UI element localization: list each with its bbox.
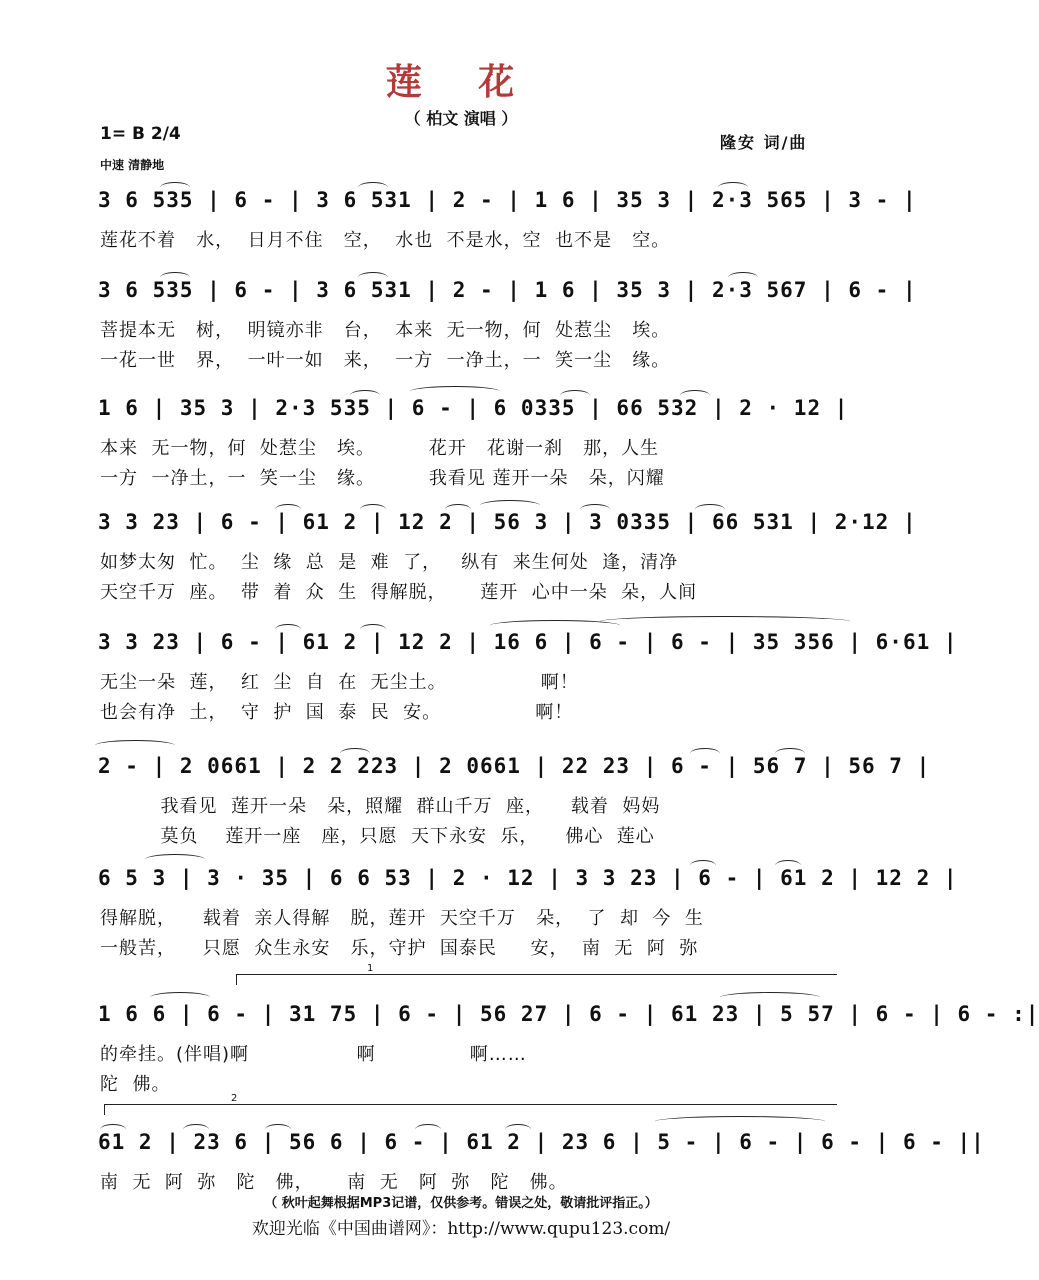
- notation-line: 3 3 23 | 6 - | 61 2 | 12 2 | 16 6 | 6 - | 6 - | 35 356 | 6·61 |: [98, 630, 958, 654]
- lyric-line-1: 得解脱， 载着 亲人得解 脱，莲开 天空千万 朵， 了 却 今 生: [100, 908, 704, 929]
- lyric-line-1: 如梦太匆 忙。 尘 缘 总 是 难 了， 纵有 来生何处 逢，清净: [100, 552, 679, 573]
- tie-mark: [600, 616, 850, 627]
- volta-number: 2: [231, 1093, 238, 1104]
- singer-credit: （ 柏文 演唱 ）: [404, 109, 518, 128]
- key-signature: 1= B 2/4: [100, 124, 181, 144]
- notation-line: 3 3 23 | 6 - | 61 2 | 12 2 | 56 3 | 3 0335 | 66 531 | 2·12 |: [98, 510, 917, 534]
- tie-mark: [95, 740, 175, 751]
- lyric-line-1: 本来 无一物，何 处惹尘 埃。 花开 花谢一刹 那，人生: [100, 438, 660, 459]
- lyric-line-2: 一花一世 界， 一叶一如 来， 一方 一净土，一 笑一尘 缘。: [100, 350, 671, 371]
- notation-line: 6 5 3 | 3 · 35 | 6 6 53 | 2 · 12 | 3 3 23 | 6 - | 61 2 | 12 2 |: [98, 866, 958, 890]
- lyric-line-1: 的牵挂。(伴唱)啊 啊 啊……: [100, 1044, 527, 1065]
- notation-line: 61 2 | 23 6 | 56 6 | 6 - | 61 2 | 23 6 | 5 - | 6 - | 6 - | 6 - ||: [98, 1130, 985, 1154]
- lyric-line-1: 莲花不着 水， 日月不住 空， 水也 不是水，空 也不是 空。: [100, 230, 671, 251]
- lyric-line-2: 天空千万 座。 带 着 众 生 得解脱， 莲开 心中一朵 朵，人间: [100, 582, 698, 603]
- notation-line: 1 6 6 | 6 - | 31 75 | 6 - | 56 27 | 6 - | 61 23 | 5 57 | 6 - | 6 - :|: [98, 1002, 1039, 1026]
- tempo-marking: 中速 清静地: [100, 158, 165, 172]
- lyric-line-1: 我看见 莲开一朵 朵，照耀 群山千万 座， 载着 妈妈: [100, 796, 661, 817]
- website-credit: 欢迎光临《中国曲谱网》：http://www.qupu123.com/: [251, 1219, 671, 1239]
- notation-line: 3 6 535 | 6 - | 3 6 531 | 2 - | 1 6 | 35 3 | 2·3 565 | 3 - |: [98, 188, 917, 212]
- lyric-line-1: 无尘一朵 莲， 红 尘 自 在 无尘土。 啊！: [100, 672, 579, 693]
- lyric-line-2: 陀 佛。: [100, 1074, 171, 1095]
- lyric-line-1: 菩提本无 树， 明镜亦非 台， 本来 无一物，何 处惹尘 埃。: [100, 320, 671, 341]
- volta-number: 1: [367, 963, 374, 974]
- lyric-line-2: 也会有净 土， 守 护 国 泰 民 安。 啊！: [100, 702, 574, 723]
- lyric-line-1: 南 无 阿 弥 陀 佛， 南 无 阿 弥 陀 佛。: [100, 1172, 568, 1193]
- volta-bracket-2: [104, 1093, 837, 1115]
- transcription-note: （ 秋叶起舞根据MP3记谱，仅供参考。错误之处，敬请批评指正。）: [264, 1196, 658, 1211]
- song-title: 莲 花: [385, 62, 537, 103]
- lyric-line-2: 一般苦， 只愿 众生永安 乐，守护 国泰民 安， 南 无 阿 弥: [100, 938, 699, 959]
- notation-line: 2 - | 2 0661 | 2 2 223 | 2 0661 | 22 23 | 6 - | 56 7 | 56 7 |: [98, 754, 931, 778]
- lyric-line-2: 一方 一净土，一 笑一尘 缘。 我看见 莲开一朵 朵，闪耀: [100, 468, 665, 489]
- author-credit: 隆安 词/曲: [720, 133, 808, 152]
- notation-line: 1 6 | 35 3 | 2·3 535 | 6 - | 6 0335 | 66 532 | 2 · 12 |: [98, 396, 849, 420]
- notation-line: 3 6 535 | 6 - | 3 6 531 | 2 - | 1 6 | 35 3 | 2·3 567 | 6 - |: [98, 278, 917, 302]
- tie-mark: [655, 1116, 825, 1127]
- tie-mark: [145, 854, 205, 865]
- volta-bracket-1: [236, 963, 837, 985]
- lyric-line-2: 莫负 莲开一座 座，只愿 天下永安 乐， 佛心 莲心: [100, 826, 655, 847]
